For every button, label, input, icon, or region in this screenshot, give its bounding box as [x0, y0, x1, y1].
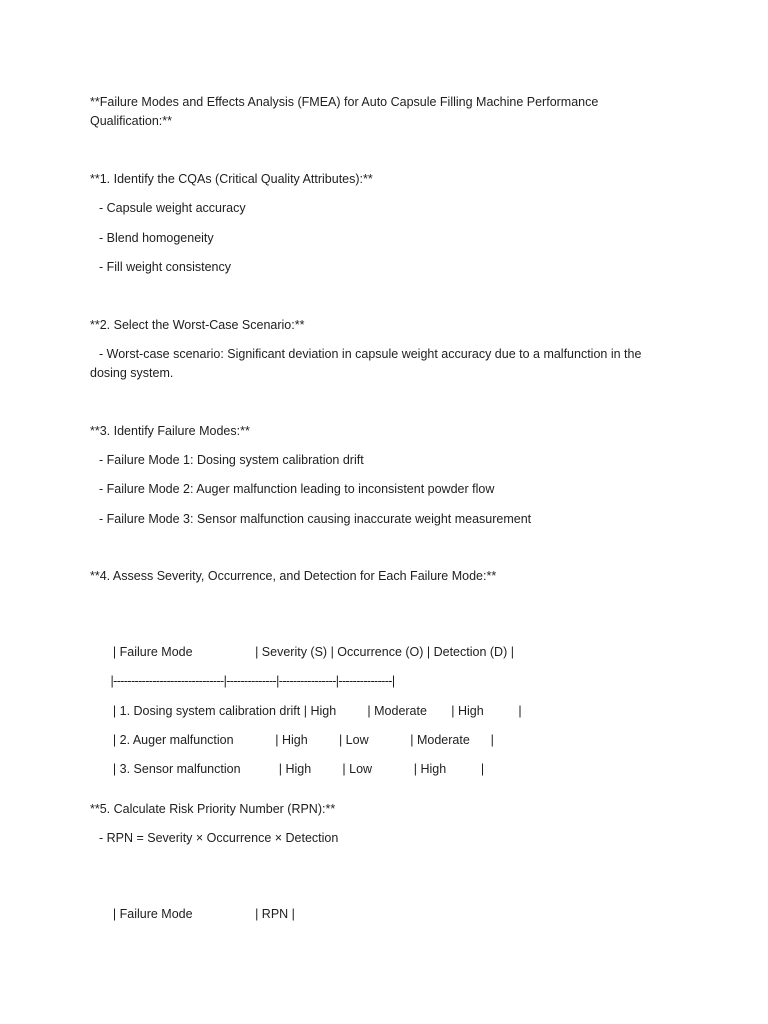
rpn-formula: - RPN = Severity × Occurrence × Detection — [99, 831, 339, 845]
assessment-row-2-text: | 2. Auger malfunction | High | Low | Moderate | — [112, 733, 494, 747]
assessment-header-text: | Failure Mode | Severity (S) | Occurrence (O) | Detection (D) | — [112, 645, 514, 659]
section-4-heading: **4. Assess Severity, Occurrence, and Detection for Each Failure Mode:** — [90, 569, 497, 583]
failure-mode-item-3: - Failure Mode 3: Sensor malfunction causing inaccurate weight measurement — [99, 512, 532, 526]
assessment-row-1-text: | 1. Dosing system calibration drift | High | Moderate | High | — [112, 704, 522, 718]
section-5-heading: **5. Calculate Risk Priority Number (RPN):** — [90, 802, 336, 816]
worst-case-line-2: dosing system. — [90, 366, 174, 380]
table-row — [99, 742, 484, 796]
document-title-line-2: Qualification:** — [90, 114, 172, 128]
cqa-item-2: - Blend homogeneity — [99, 231, 214, 245]
section-2-heading: **2. Select the Worst-Case Scenario:** — [90, 318, 305, 332]
cqa-item-1: - Capsule weight accuracy — [99, 201, 246, 215]
assessment-row-3-text: | 3. Sensor malfunction | High | Low | High | — [112, 762, 485, 776]
rpn-table-header — [99, 887, 295, 941]
failure-mode-item-2: - Failure Mode 2: Auger malfunction leading to inconsistent powder flow — [99, 482, 495, 496]
section-1-heading: **1. Identify the CQAs (Critical Quality Attributes):** — [90, 172, 373, 186]
rpn-header-text: | Failure Mode | RPN | — [112, 907, 295, 921]
cqa-item-3: - Fill weight consistency — [99, 260, 231, 274]
section-3-heading: **3. Identify Failure Modes:** — [90, 424, 250, 438]
worst-case-line-1: - Worst-case scenario: Significant deviation in capsule weight accuracy due to a malfunction in the — [99, 347, 642, 361]
failure-mode-item-1: - Failure Mode 1: Dosing system calibration drift — [99, 453, 364, 467]
assessment-separator-text: |-------------------------------|--------------|----------------|---------------| — [110, 674, 395, 688]
document-title-line-1: **Failure Modes and Effects Analysis (FMEA) for Auto Capsule Filling Machine Performance — [90, 95, 599, 109]
